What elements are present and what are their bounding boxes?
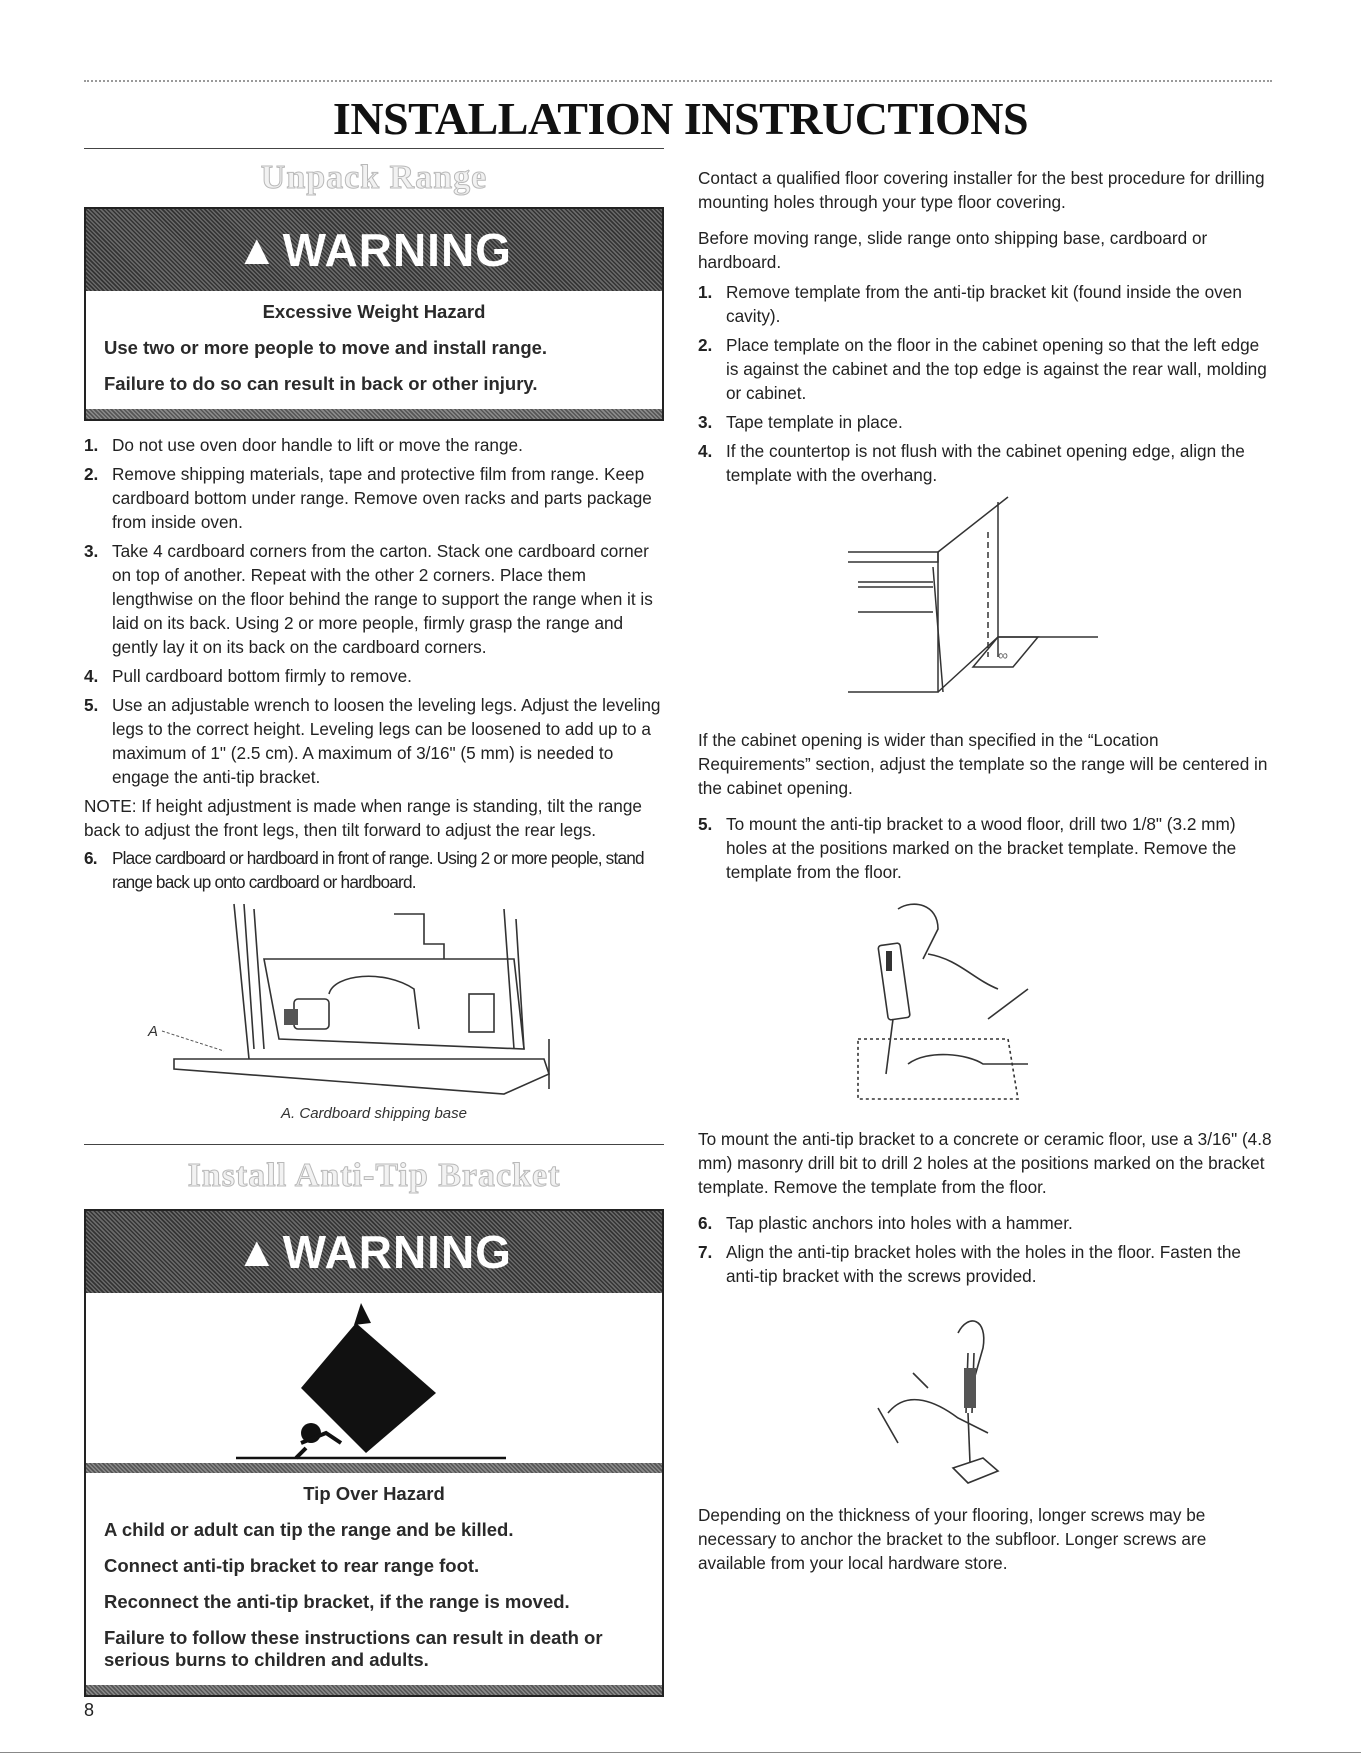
hazard-title: Excessive Weight Hazard xyxy=(262,301,486,322)
warning-line: Failure to do so can result in back or other injury. xyxy=(104,373,538,394)
warning-bottom-band xyxy=(86,1685,662,1695)
list-item: 7. Align the anti-tip bracket holes with the holes in the floor. Fasten the anti-tip bracket with the screws provided. xyxy=(698,1242,1241,1286)
warning-line: Failure to follow these instructions can result in death or serious burns to children and adults. xyxy=(104,1627,603,1670)
template-placement-illustration xyxy=(698,492,1274,722)
page-title: INSTALLATION INSTRUCTIONS xyxy=(332,93,1029,144)
list-item: 1. Do not use oven door handle to lift or move the range. xyxy=(84,435,523,455)
drilling-holes-illustration xyxy=(698,889,1274,1119)
list-item: 5. To mount the anti-tip bracket to a wood floor, drill two 1/8" (3.2 mm) holes at the positions marked on the bracket template. Remove the template from the floor. xyxy=(698,814,1237,882)
right-column xyxy=(698,166,1274,1587)
top-dotted-rule xyxy=(84,80,1272,82)
warning-separator-band xyxy=(86,1463,662,1473)
warning-banner xyxy=(86,1211,662,1293)
fasten-bracket-illustration xyxy=(698,1293,1274,1493)
figure-caption: A. Cardboard shipping base xyxy=(281,1105,467,1122)
range-on-shipping-base-illustration xyxy=(84,899,664,1099)
list-item: 4. Pull cardboard bottom firmly to remove. xyxy=(84,666,412,686)
bottom-rule xyxy=(0,1752,1361,1753)
template-steps xyxy=(698,280,1274,487)
page-number: 8 xyxy=(84,1700,95,1720)
paragraph-wider-opening: If the cabinet opening is wider than specified in the “Location Requirements” section, adjust the template so the range will be centered in the cabinet opening. xyxy=(698,730,1268,798)
figure-callout-label: A xyxy=(148,1023,159,1040)
section-heading-unpack: Unpack Range xyxy=(260,159,488,196)
paragraph-longer-screws: Depending on the thickness of your flooring, longer screws may be necessary to anchor the bracket to the subfloor. Longer screws are available from your local hardware store. xyxy=(698,1505,1207,1573)
list-item: 5. Use an adjustable wrench to loosen the leveling legs. Adjust the leveling legs to the correct height. Leveling legs can be loosened to add up to a maximum of 1" (2.5 cm). A maximum of 3/16" (5 mm) is needed to engage the anti-tip bracket. xyxy=(84,695,661,787)
list-item: 3. Take 4 cardboard corners from the carton. Stack one cardboard corner on top of another. Repeat with the other 2 corners. Place them lengthwise on the floor behind the range to support the range when it is laid on its back. Using 2 or more people, firmly grasp the range and gently lay it on its back on the cardboard corners. xyxy=(84,541,653,657)
left-column xyxy=(84,148,664,1697)
list-item: 1. Remove template from the anti-tip bracket kit (found inside the oven cavity). xyxy=(698,282,1242,326)
hazard-title: Tip Over Hazard xyxy=(303,1483,445,1504)
warning-line: Reconnect the anti-tip bracket, if the range is moved. xyxy=(104,1591,570,1612)
tip-over-hazard-icon xyxy=(86,1293,662,1463)
warning-line: Connect anti-tip bracket to rear range foot. xyxy=(104,1555,480,1576)
intro-paragraph: Contact a qualified floor covering installer for the best procedure for drilling mounting holes through your type floor covering. xyxy=(698,168,1265,212)
warning-bottom-band xyxy=(86,409,662,419)
warning-line: Use two or more people to move and install range. xyxy=(104,337,548,358)
list-item: 3. Tape template in place. xyxy=(698,412,903,432)
unpack-steps xyxy=(84,433,664,789)
list-item: 6. Place cardboard or hardboard in front of range. Using 2 or more people, stand range back up onto cardboard or hardboard. xyxy=(84,848,644,892)
svg-text:∞: ∞ xyxy=(998,647,1008,663)
warning-box-tip-over xyxy=(84,1209,664,1697)
warning-label: WARNING xyxy=(282,1226,512,1278)
warning-body xyxy=(86,1473,662,1685)
unpack-step-6 xyxy=(84,846,664,894)
section-heading-antitip: Install Anti-Tip Bracket xyxy=(187,1157,561,1194)
section-rule xyxy=(84,148,664,149)
paragraph-concrete-floor: To mount the anti-tip bracket to a concrete or ceramic floor, use a 3/16" (4.8 mm) masonry drill bit to drill 2 holes at the positions marked on the bracket template. Remove the template from the floor. xyxy=(698,1129,1272,1197)
warning-body xyxy=(86,291,662,409)
warning-triangle-icon: ▲ xyxy=(236,1228,279,1275)
intro-paragraph: Before moving range, slide range onto shipping base, cardboard or hardboard. xyxy=(698,228,1208,272)
anchor-steps xyxy=(698,1211,1274,1288)
warning-line: A child or adult can tip the range and be killed. xyxy=(104,1519,514,1540)
list-item: 2. Remove shipping materials, tape and protective film from range. Keep cardboard bottom under range. Remove oven racks and parts package from inside oven. xyxy=(84,464,652,532)
list-item: 6. Tap plastic anchors into holes with a hammer. xyxy=(698,1213,1073,1233)
list-item: 4. If the countertop is not flush with the cabinet opening edge, align the template with the overhang. xyxy=(698,441,1245,485)
warning-banner xyxy=(86,209,662,291)
warning-triangle-icon: ▲ xyxy=(236,226,279,273)
list-item: 2. Place template on the floor in the cabinet opening so that the left edge is against the cabinet and the top edge is against the rear wall, molding or cabinet. xyxy=(698,335,1267,403)
section-rule xyxy=(84,1144,664,1145)
warning-label: WARNING xyxy=(282,224,512,276)
note-text: NOTE: If height adjustment is made when range is standing, tilt the range back to adjust the front legs, then tilt forward to adjust the rear legs. xyxy=(84,796,642,840)
drill-step xyxy=(698,812,1274,884)
warning-box-weight xyxy=(84,207,664,421)
